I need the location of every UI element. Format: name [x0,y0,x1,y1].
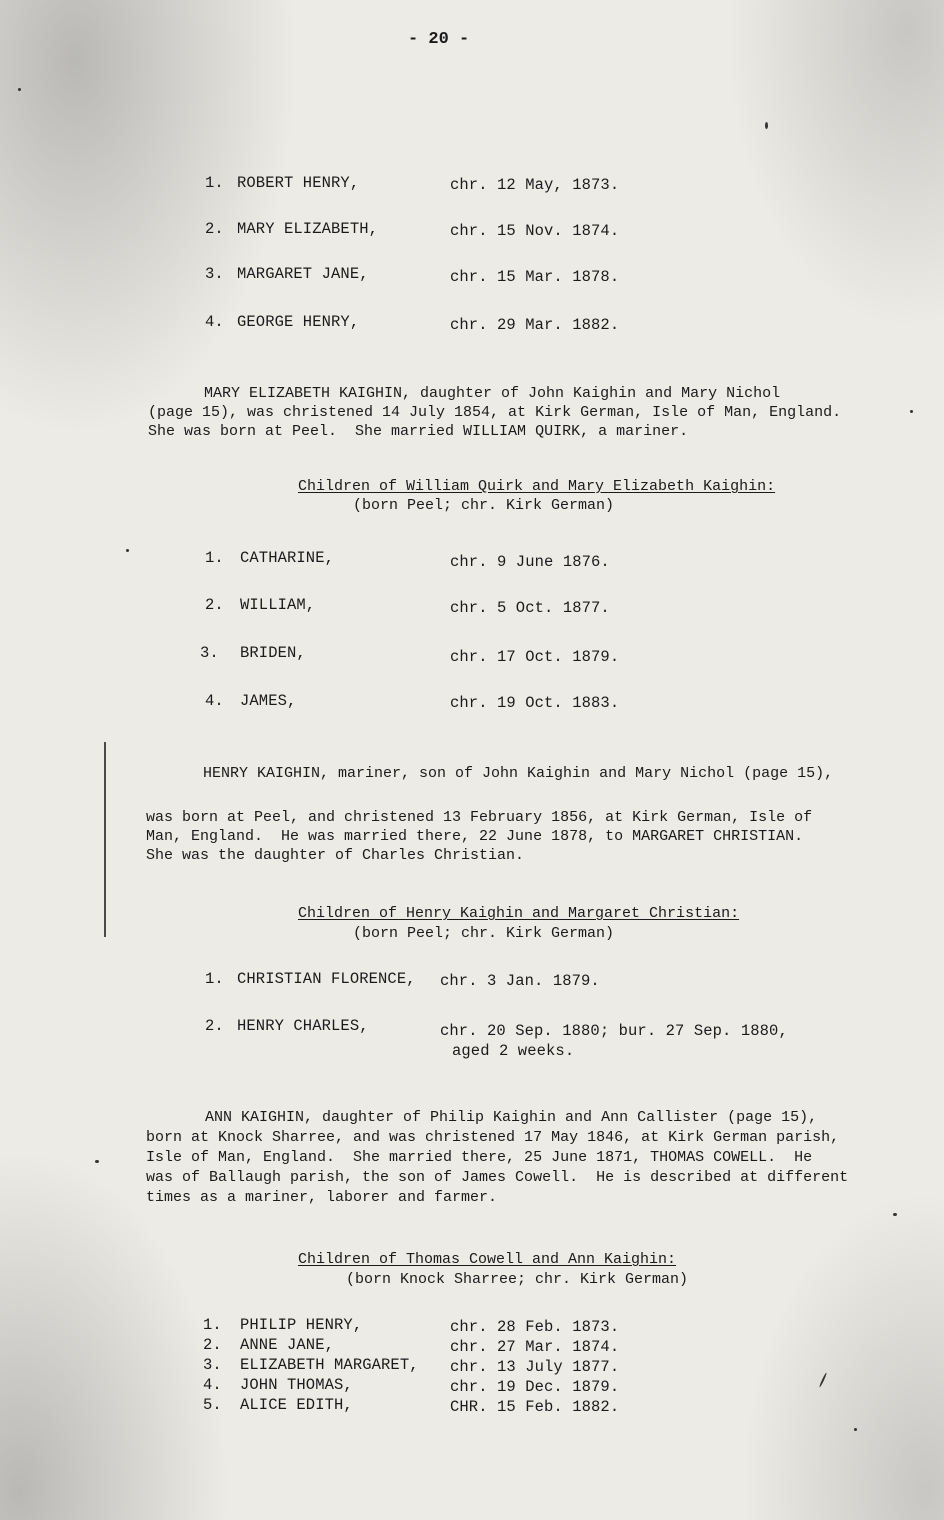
list-item-num: 3. [203,1356,222,1374]
list-item-date: chr. 19 Oct. 1883. [450,694,620,712]
scan-speck [910,410,913,413]
list-item-date: chr. 9 June 1876. [450,553,610,571]
paragraph-line: Man, England. He was married there, 22 June 1878, to MARGARET CHRISTIAN. [146,828,804,845]
section-subheading: (born Peel; chr. Kirk German) [353,925,615,942]
list-item-num: 4. [205,692,224,710]
list-item-date: chr. 20 Sep. 1880; bur. 27 Sep. 1880, [440,1022,788,1040]
section-heading: Children of Thomas Cowell and Ann Kaighin: [298,1251,677,1268]
paragraph-line: was of Ballaugh parish, the son of James Cowell. He is described at different [146,1169,849,1186]
list-item-name: GEORGE HENRY, [237,313,360,331]
scan-speck [765,122,768,129]
paragraph-line: (page 15), was christened 14 July 1854, at Kirk German, Isle of Man, England. [148,404,842,421]
list-item-date: CHR. 15 Feb. 1882. [450,1398,620,1416]
paragraph-line: ANN KAIGHIN, daughter of Philip Kaighin and Ann Callister (page 15), [205,1109,818,1126]
list-item-date: chr. 15 Mar. 1878. [450,268,620,286]
list-item-name: JOHN THOMAS, [240,1376,353,1394]
scan-speck [126,549,129,552]
list-item-name: ELIZABETH MARGARET, [240,1356,419,1374]
list-item-date: chr. 28 Feb. 1873. [450,1318,620,1336]
paragraph-line: HENRY KAIGHIN, mariner, son of John Kaighin and Mary Nichol (page 15), [203,765,834,782]
list-item-num: 1. [205,174,224,192]
list-item-name: ROBERT HENRY, [237,174,360,192]
list-item-num: 2. [205,596,224,614]
list-item-name: MARY ELIZABETH, [237,220,379,238]
scan-speck [893,1213,897,1216]
list-item-name: CATHARINE, [240,549,335,567]
list-item-num: 2. [205,220,224,238]
list-item-name: MARGARET JANE, [237,265,369,283]
list-item-num: 3. [200,644,219,662]
list-item-name: JAMES, [240,692,297,710]
list-item-num: 3. [205,265,224,283]
paragraph-line: was born at Peel, and christened 13 February 1856, at Kirk German, Isle of [146,809,813,826]
list-item-date: chr. 13 July 1877. [450,1358,620,1376]
paragraph-line: She was the daughter of Charles Christian. [146,847,525,864]
section-heading: Children of William Quirk and Mary Elizabeth Kaighin: [298,478,776,495]
list-item-date-note: aged 2 weeks. [452,1042,575,1060]
scan-speck [18,88,21,91]
list-item-num: 2. [203,1336,222,1354]
list-item-name: HENRY CHARLES, [237,1017,369,1035]
list-item-date: chr. 17 Oct. 1879. [450,648,620,666]
margin-mark [104,742,106,937]
paragraph-line: She was born at Peel. She married WILLIAM QUIRK, a mariner. [148,423,689,440]
list-item-name: BRIDEN, [240,644,306,662]
list-item-name: PHILIP HENRY, [240,1316,363,1334]
list-item-name: CHRISTIAN FLORENCE, [237,970,416,988]
list-item-num: 2. [205,1017,224,1035]
list-item-name: WILLIAM, [240,596,316,614]
list-item-date: chr. 15 Nov. 1874. [450,222,620,240]
paragraph-line: MARY ELIZABETH KAIGHIN, daughter of John Kaighin and Mary Nichol [204,385,781,402]
list-item-name: ALICE EDITH, [240,1396,353,1414]
scan-speck [95,1160,99,1163]
list-item-date: chr. 3 Jan. 1879. [440,972,600,990]
list-item-date: chr. 27 Mar. 1874. [450,1338,620,1356]
list-item-date: chr. 29 Mar. 1882. [450,316,620,334]
list-item-num: 4. [205,313,224,331]
section-heading: Children of Henry Kaighin and Margaret Christian: [298,905,740,922]
paragraph-line: Isle of Man, England. She married there, 25 June 1871, THOMAS COWELL. He [146,1149,813,1166]
list-item-num: 4. [203,1376,222,1394]
paragraph-line: born at Knock Sharree, and was christened 17 May 1846, at Kirk German parish, [146,1129,840,1146]
scan-speck [819,1372,828,1387]
list-item-name: ANNE JANE, [240,1336,335,1354]
section-subheading: (born Peel; chr. Kirk German) [353,497,615,514]
section-subheading: (born Knock Sharree; chr. Kirk German) [346,1271,689,1288]
list-item-num: 1. [205,549,224,567]
page-number: - 20 - [408,30,470,49]
paragraph-line: times as a mariner, laborer and farmer. [146,1189,498,1206]
list-item-date: chr. 12 May, 1873. [450,176,620,194]
list-item-num: 1. [205,970,224,988]
list-item-date: chr. 19 Dec. 1879. [450,1378,620,1396]
list-item-num: 1. [203,1316,222,1334]
scan-speck [854,1428,857,1431]
list-item-date: chr. 5 Oct. 1877. [450,599,610,617]
list-item-num: 5. [203,1396,222,1414]
